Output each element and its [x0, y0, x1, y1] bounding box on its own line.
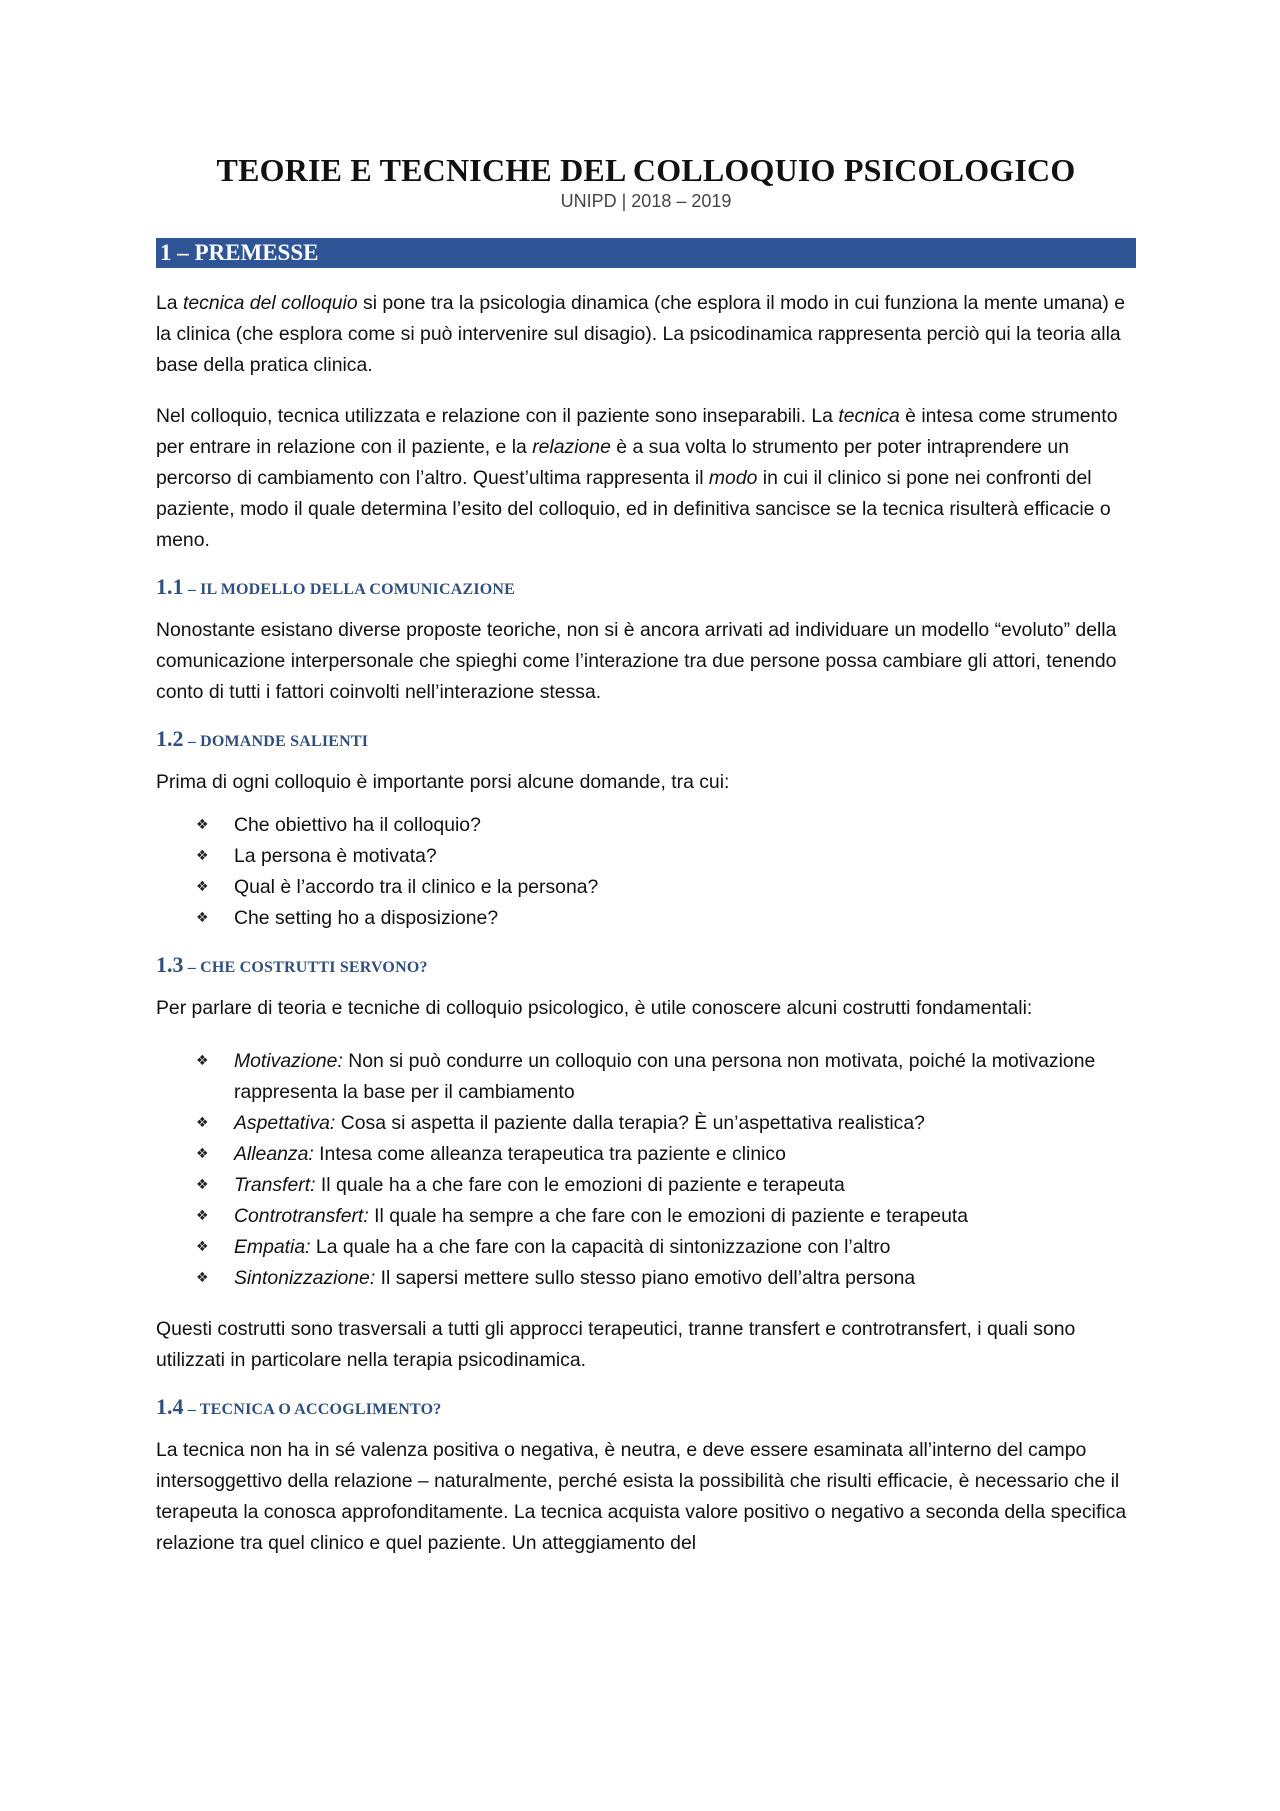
subheading-1-3 [156, 952, 1136, 981]
text-run: Nel colloquio, tecnica utilizzata e relazione con il paziente sono inseparabili. La [156, 405, 839, 428]
list-item [196, 1263, 1136, 1294]
construct-term: Empatia: [234, 1236, 311, 1259]
text-run: si pone tra la psicologia dinamica (che esplora il modo in cui funziona la mente umana) e la clinica (che esplora come si può intervenire sul disagio). La psicodinamica rappresenta perciò qui la teoria alla base della pratica clinica. [156, 292, 1126, 377]
diamond-bullet-icon: ❖ [196, 1208, 209, 1225]
subheading-number: 1.3 [156, 952, 184, 978]
list-item-text: Che setting ho a disposizione? [234, 907, 499, 930]
list-item [196, 1108, 1136, 1139]
construct-term: Aspettativa: [234, 1112, 336, 1135]
italic-term: relazione [532, 436, 611, 459]
construct-term: Alleanza: [234, 1143, 314, 1166]
list-item [196, 810, 1136, 841]
document-title: TEORIE E TECNICHE DEL COLLOQUIO PSICOLOGICO [216, 152, 1076, 188]
construct-description: Il quale ha sempre a che fare con le emozioni di paziente e terapeuta [368, 1205, 969, 1228]
construct-description: Intesa come alleanza terapeutica tra paziente e clinico [313, 1143, 786, 1166]
paragraph-1-3-closing: Questi costrutti sono trasversali a tutti gli approcci terapeutici, tranne transfert e controtransfert, i quali sono utilizzati in particolare nella terapia psicodinamica. [156, 1318, 1076, 1372]
section-heading-premesse: 1 – PREMESSE [156, 238, 1136, 268]
subheading-1-1 [156, 574, 1136, 603]
subheading-number: 1.1 [156, 574, 184, 600]
subheading-1-2 [156, 726, 1136, 755]
paragraph-1-3: Per parlare di teoria e tecniche di colloquio psicologico, è utile conoscere alcuni costrutti fondamentali: [156, 997, 1033, 1020]
list-item [196, 1046, 1136, 1108]
intro-paragraph-2 [156, 401, 1136, 556]
subheading-number: 1.2 [156, 726, 184, 752]
text-run: è intesa come strumento per entrare in relazione con il paziente, e la [156, 405, 1118, 459]
constructs-list [156, 1046, 1136, 1294]
construct-term: Sintonizzazione: [234, 1267, 376, 1290]
diamond-bullet-icon: ❖ [196, 1115, 209, 1132]
list-item [196, 1232, 1136, 1263]
list-item [196, 1139, 1136, 1170]
paragraph-1-2: Prima di ogni colloquio è importante porsi alcune domande, tra cui: [156, 771, 730, 794]
italic-term: tecnica del colloquio [182, 292, 358, 315]
diamond-bullet-icon: ❖ [196, 1239, 209, 1256]
paragraph-1-4: La tecnica non ha in sé valenza positiva o negativa, è neutra, e deve essere esaminata all’interno del campo intersoggettivo della relazione – naturalmente, perché esista la possibilità che risulti efficacie, è necessario che il terapeuta la conosca approfonditamente. La tecnica acquista valore positivo o negativo a seconda della specifica relazione tra quel clinico e quel paziente. Un atteggiamento del [156, 1439, 1127, 1555]
subheading-text: – CHE COSTRUTTI SERVONO? [183, 959, 428, 977]
italic-term: modo [708, 467, 758, 490]
construct-term: Controtransfert: [234, 1205, 369, 1228]
diamond-bullet-icon: ❖ [196, 848, 209, 865]
diamond-bullet-icon: ❖ [196, 879, 209, 896]
subheading-text: – IL MODELLO DELLA COMUNICAZIONE [183, 581, 516, 599]
paragraph-1-1: Nonostante esistano diverse proposte teoriche, non si è ancora arrivati ad individuare un modello “evoluto” della comunicazione interpersonale che spieghi come l’interazione tra due persone possa cambiare gli attori, tenendo conto di tutti i fattori coinvolti nell’interazione stessa. [156, 619, 1117, 704]
italic-term: tecnica [838, 405, 900, 428]
list-item-text: Qual è l’accordo tra il clinico e la persona? [234, 876, 599, 899]
text-run: è a sua volta lo strumento per poter intraprendere un percorso di cambiamento con l’altro. Quest’ultima rappresenta il [156, 436, 1069, 490]
list-item [196, 1201, 1136, 1232]
construct-description: Il quale ha a che fare con le emozioni di paziente e terapeuta [315, 1174, 845, 1197]
construct-term: Motivazione: [234, 1050, 343, 1073]
list-item-text: La persona è motivata? [234, 845, 437, 868]
diamond-bullet-icon: ❖ [196, 817, 209, 834]
list-item [196, 903, 1136, 934]
list-item [196, 872, 1136, 903]
construct-description: Non si può condurre un colloquio con una persona non motivata, poiché la motivazione rappresenta la base per il cambiamento [234, 1050, 1096, 1104]
text-run: in cui il clinico si pone nei confronti del paziente, modo il quale determina l’esito del colloquio, ed in definitiva sancisce se la tecnica risulterà efficacie o meno. [156, 467, 1111, 552]
text-run: La [156, 292, 183, 315]
diamond-bullet-icon: ❖ [196, 910, 209, 927]
subheading-text: – DOMANDE SALIENTI [183, 733, 369, 751]
subheading-number: 1.4 [156, 1394, 184, 1420]
diamond-bullet-icon: ❖ [196, 1146, 209, 1163]
questions-list [156, 810, 1136, 934]
document-subtitle: UNIPD | 2018 – 2019 [560, 190, 732, 211]
intro-paragraph-1 [156, 288, 1136, 381]
document-content [156, 152, 1136, 1559]
construct-description: La quale ha a che fare con la capacità di sintonizzazione con l’altro [310, 1236, 891, 1259]
list-item [196, 1170, 1136, 1201]
construct-description: Cosa si aspetta il paziente dalla terapia? È un’aspettativa realistica? [335, 1112, 925, 1135]
diamond-bullet-icon: ❖ [196, 1270, 209, 1287]
diamond-bullet-icon: ❖ [196, 1177, 209, 1194]
list-item [196, 841, 1136, 872]
construct-description: Il sapersi mettere sullo stesso piano emotivo dell’altra persona [375, 1267, 916, 1290]
list-item-text: Che obiettivo ha il colloquio? [234, 814, 481, 837]
subheading-text: – TECNICA O ACCOGLIMENTO? [183, 1401, 442, 1419]
subheading-1-4 [156, 1394, 1136, 1423]
construct-term: Transfert: [234, 1174, 316, 1197]
diamond-bullet-icon: ❖ [196, 1053, 209, 1070]
